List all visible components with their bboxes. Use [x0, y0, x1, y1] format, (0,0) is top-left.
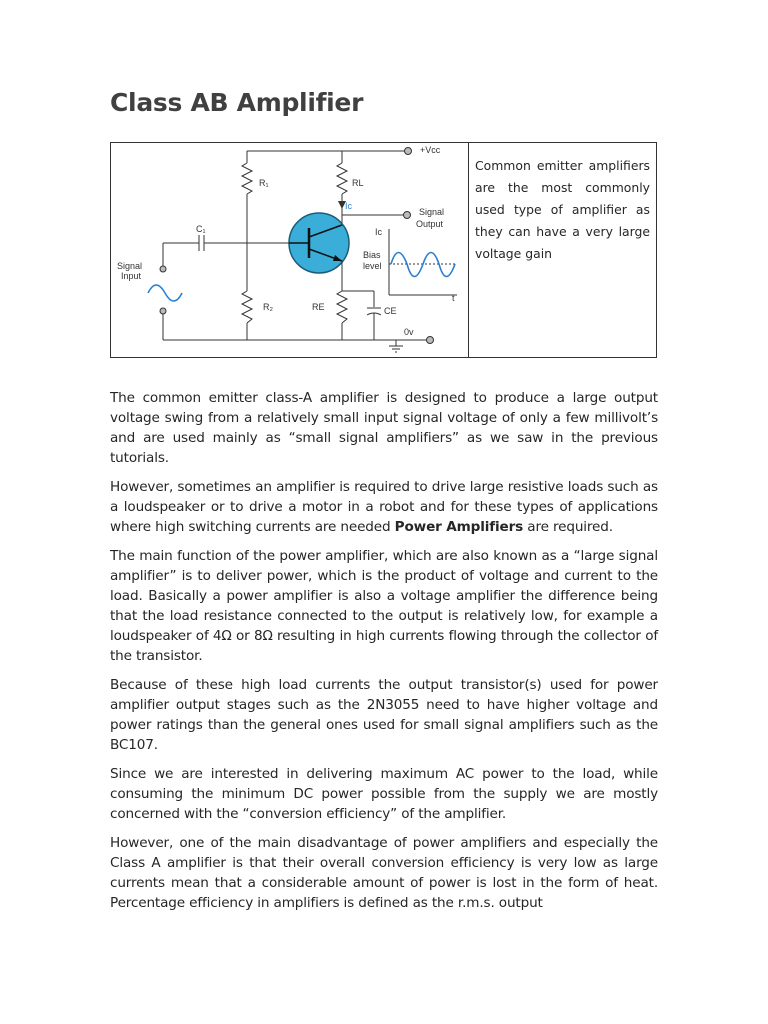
signal-output-label-1: Signal — [419, 207, 445, 217]
rl-resistor — [337, 163, 347, 194]
output-terminal — [404, 212, 411, 219]
input-terminal-top — [160, 266, 166, 272]
c1-label: C₁ — [196, 224, 206, 234]
power-amplifiers-term: Power Amplifiers — [394, 519, 524, 535]
r1-label: R₁ — [259, 178, 269, 188]
re-label: RE — [312, 302, 325, 312]
r2-resistor — [242, 291, 252, 323]
ce-label: CE — [384, 306, 397, 316]
paragraph: However, one of the main disadvantage of power amplifiers and especially the Class A amplifier is that their overall conversion efficiency is very low as large currents mean that a considerable amount of power is lost in the form of heat. Percentage efficiency in amplifiers is defined as the r.m.s. output — [110, 835, 658, 911]
paragraph — [110, 477, 658, 537]
paragraph: Since we are interested in delivering maximum AC power to the load, while consuming the minimum DC power possible from the supply we are mostly concerned with the “conversion efficiency” of the amplifier. — [110, 766, 658, 822]
ground-terminal — [427, 337, 434, 344]
page-title: Class AB Amplifier — [110, 88, 364, 117]
bias-label-1: Bias — [363, 250, 381, 260]
re-resistor — [337, 291, 347, 323]
bias-label-2: level — [363, 261, 382, 271]
article-body — [110, 388, 658, 922]
paragraph: The main function of the power amplifier, which are also known as a “large signal amplifier” is to deliver power, which is the product of voltage and current to the load. Basically a power amplifier is also a voltage amplifier the difference being that the load resistance connected to the output is relatively low, for example a loudspeaker of 4Ω or 8Ω resulting in high currents flowing through the collector of the transistor. — [110, 548, 658, 664]
paragraph: The common emitter class-A amplifier is designed to produce a large output voltage swing from a relatively small input signal voltage of only a few millivolt’s and are used mainly as “small signal amplifiers” as we saw in the previous tutorials. — [110, 390, 658, 466]
figure-caption: Common emitter amplifiers are the most commonly used type of amplifier as they can have a very large voltage gain — [475, 158, 650, 261]
ic-axis-label: Ic — [375, 227, 383, 237]
r2-label: R₂ — [263, 302, 273, 312]
signal-input-label-1: Signal — [117, 261, 143, 271]
vcc-label: +Vcc — [420, 145, 441, 155]
ic-label: Ic — [345, 201, 353, 211]
paragraph-text: are required. — [523, 519, 613, 535]
paragraph: Because of these high load currents the output transistor(s) used for power amplifier output stages such as the 2N3055 need to have higher voltage and power ratings than the general ones used for small signal amplifiers such as the BC107. — [110, 677, 658, 753]
vcc-terminal — [405, 148, 412, 155]
signal-input-label-2: Input — [121, 271, 142, 281]
rl-label: RL — [352, 178, 364, 188]
circuit-diagram — [111, 143, 469, 359]
r1-resistor — [242, 163, 252, 194]
input-waveform — [148, 285, 182, 301]
ov-label: 0v — [404, 327, 414, 337]
signal-output-label-2: Output — [416, 219, 444, 229]
circuit-diagram-cell — [111, 143, 469, 357]
figure-table — [110, 142, 657, 358]
input-terminal-bottom — [160, 308, 166, 314]
paragraph-text: However, sometimes an amplifier is required to drive large resistive loads such as a loudspeaker or to drive a motor in a robot and for these types of applications where high switching currents are needed — [110, 479, 658, 535]
t-axis-label: t — [452, 293, 455, 303]
